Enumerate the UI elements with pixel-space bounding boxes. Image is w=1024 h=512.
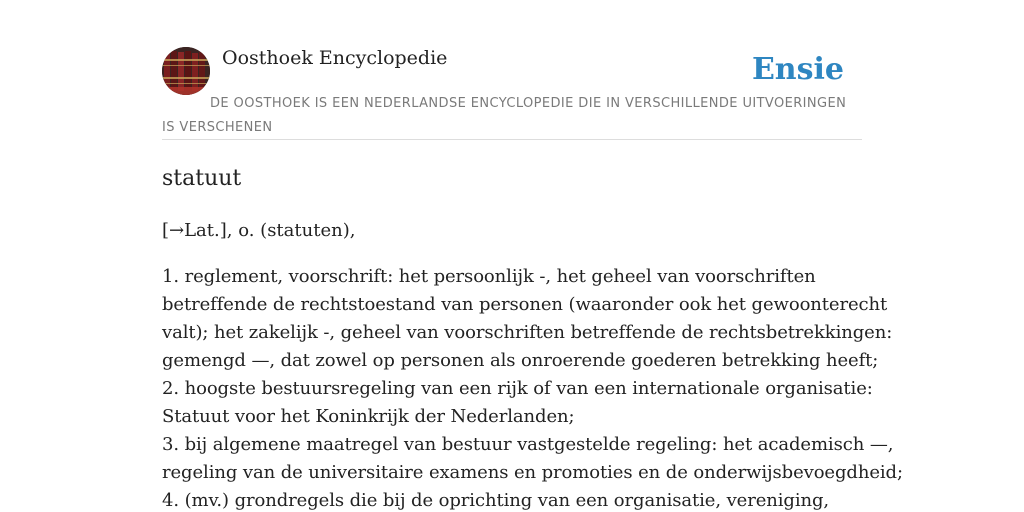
definition-line: 3. bij algemene maatregel van bestuur vastgestelde regeling: het academisch —,: [162, 434, 894, 455]
definition-line: gemengd —, dat zowel op personen als onroerende goederen betrekking heeft;: [162, 350, 879, 371]
definition-line: regeling van de universitaire examens en promoties en de onderwijsbevoegdheid;: [162, 462, 903, 483]
entry-definition: [162, 263, 903, 512]
definition-line: betreffende de rechtstoestand van personen (waaronder ook het gewoonterecht: [162, 294, 888, 315]
entry-page: [162, 46, 903, 511]
definition-line: 4. (mv.) grondregels die bij de oprichting van een organisatie, vereniging,: [162, 490, 830, 511]
source-name[interactable]: Oosthoek Encyclopedie: [222, 47, 448, 69]
definition-line: Statuut voor het Koninkrijk der Nederlanden;: [162, 406, 575, 427]
definition-line: 2. hoogste bestuursregeling van een rijk of van een internationale organisatie:: [162, 378, 873, 399]
definition-line: 1. reglement, voorschrift: het persoonlijk -, het geheel van voorschriften: [162, 266, 816, 287]
source-header: [162, 46, 862, 140]
source-avatar[interactable]: [162, 47, 210, 95]
entry-etymology: [→Lat.], o. (statuten),: [162, 220, 356, 241]
definition-line: valt); het zakelijk -, geheel van voorschriften betreffende de rechtsbetrekkingen:: [162, 322, 893, 343]
ensie-logo[interactable]: Ensie: [751, 52, 844, 87]
encyclopedia-books-icon: [162, 47, 210, 95]
source-description: DE OOSTHOEK IS EEN NEDERLANDSE ENCYCLOPEDIE DIE IN VERSCHILLENDE UITVOERINGEN IS VERSCHENEN: [162, 96, 847, 135]
entry-title: statuut: [162, 166, 242, 191]
